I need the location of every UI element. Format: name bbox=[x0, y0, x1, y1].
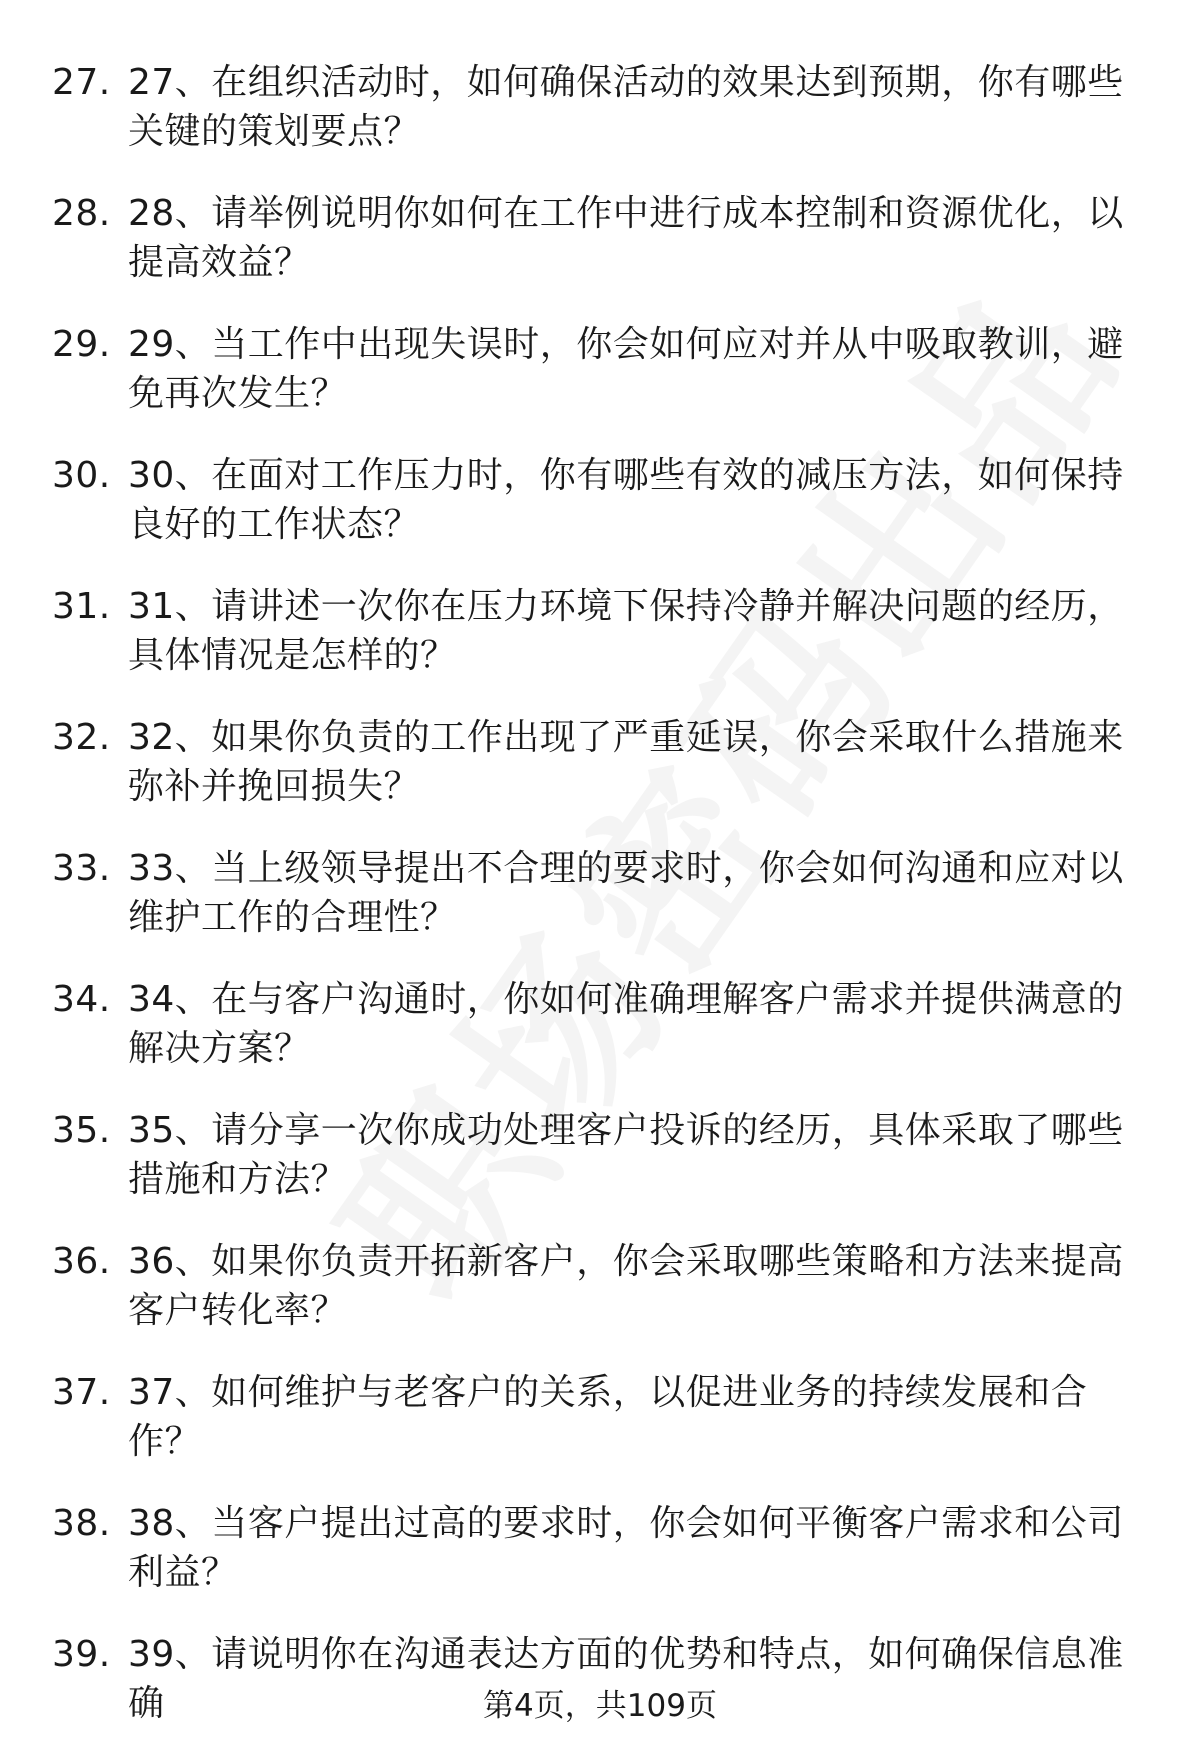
question-text: 38、当客户提出过高的要求时，你会如何平衡客户需求和公司利益？ bbox=[128, 1503, 1124, 1593]
list-item bbox=[52, 844, 1160, 942]
list-item bbox=[52, 451, 1160, 549]
question-text: 27、在组织活动时，如何确保活动的效果达到预期，你有哪些关键的策划要点？ bbox=[128, 62, 1124, 152]
list-item bbox=[52, 975, 1160, 1073]
question-text: 28、请举例说明你如何在工作中进行成本控制和资源优化，以提高效益？ bbox=[128, 193, 1124, 283]
question-number: 36. bbox=[52, 1241, 111, 1282]
page-footer bbox=[0, 1686, 1200, 1726]
question-text: 35、请分享一次你成功处理客户投诉的经历，具体采取了哪些措施和方法？ bbox=[128, 1110, 1124, 1200]
list-item bbox=[52, 713, 1160, 811]
question-text: 39、请说明你在沟通表达方面的优势和特点，如何确保信息准确 bbox=[128, 1634, 1124, 1724]
question-list bbox=[52, 58, 1160, 1761]
question-text: 37、如何维护与老客户的关系，以促进业务的持续发展和合作？ bbox=[128, 1372, 1088, 1462]
question-number: 30. bbox=[52, 455, 111, 496]
question-text: 34、在与客户沟通时，你如何准确理解客户需求并提供满意的解决方案？ bbox=[128, 979, 1124, 1069]
question-number: 35. bbox=[52, 1110, 111, 1151]
question-text: 32、如果你负责的工作出现了严重延误，你会采取什么措施来弥补并挽回损失？ bbox=[128, 717, 1124, 807]
list-item bbox=[52, 1237, 1160, 1335]
list-item bbox=[52, 1499, 1160, 1597]
list-item bbox=[52, 582, 1160, 680]
question-number: 38. bbox=[52, 1503, 111, 1544]
list-item bbox=[52, 189, 1160, 287]
question-number: 33. bbox=[52, 848, 111, 889]
page-number-label: 第4页，共109页 bbox=[483, 1688, 717, 1724]
question-number: 39. bbox=[52, 1634, 111, 1675]
question-text: 36、如果你负责开拓新客户，你会采取哪些策略和方法来提高客户转化率？ bbox=[128, 1241, 1124, 1331]
question-number: 27. bbox=[52, 62, 111, 103]
question-number: 28. bbox=[52, 193, 111, 234]
list-item bbox=[52, 1106, 1160, 1204]
question-number: 34. bbox=[52, 979, 111, 1020]
question-number: 29. bbox=[52, 324, 111, 365]
question-number: 37. bbox=[52, 1372, 111, 1413]
question-text: 33、当上级领导提出不合理的要求时，你会如何沟通和应对以维护工作的合理性？ bbox=[128, 848, 1124, 938]
question-number: 31. bbox=[52, 586, 111, 627]
question-text: 29、当工作中出现失误时，你会如何应对并从中吸取教训，避免再次发生？ bbox=[128, 324, 1124, 414]
list-item bbox=[52, 1368, 1160, 1466]
question-number: 32. bbox=[52, 717, 111, 758]
list-item bbox=[52, 58, 1160, 156]
question-text: 31、请讲述一次你在压力环境下保持冷静并解决问题的经历，具体情况是怎样的？ bbox=[128, 586, 1124, 676]
question-text: 30、在面对工作压力时，你有哪些有效的减压方法，如何保持良好的工作状态？ bbox=[128, 455, 1124, 545]
list-item bbox=[52, 320, 1160, 418]
